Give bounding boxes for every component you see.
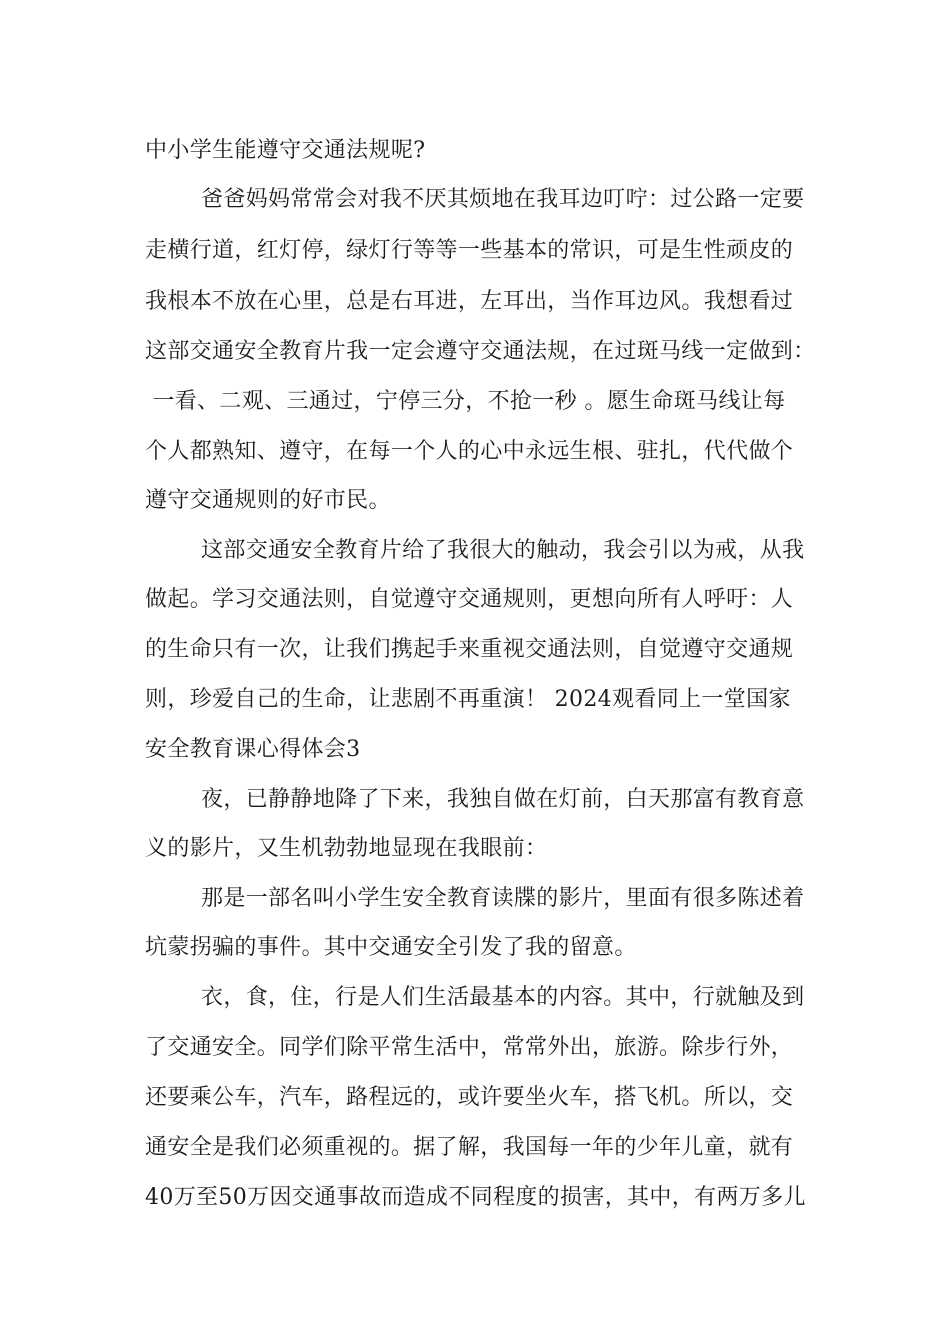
text-line: 义的影片，又生机勃勃地显现在我眼前： (145, 836, 548, 861)
text-line: 则，珍爱自己的生命，让悲剧不再重演！ 2024观看同上一堂国家 (145, 687, 791, 712)
text-line: 走横行道，红灯停，绿灯行等等一些基本的常识，可是生性顽皮的 (145, 238, 794, 263)
text-line: 个人都熟知、遵守，在每一个人的心中永远生根、驻扎，代代做个 (145, 439, 794, 464)
text-line: 这部交通安全教育片给了我很大的触动，我会引以为戒，从我 (201, 538, 805, 563)
text-line: 了交通安全。同学们除平常生活中，常常外出，旅游。除步行外， (145, 1035, 794, 1060)
text-line: 我根本不放在心里，总是右耳进，左耳出，当作耳边风。我想看过 (145, 289, 794, 314)
text-line: 坑蒙拐骗的事件。其中交通安全引发了我的留意。 (145, 935, 637, 960)
text-line: 夜，已静静地降了下来，我独自做在灯前，白天那富有教育意 (201, 787, 805, 812)
text-line: 一看、二观、三通过，宁停三分，不抢一秒 。愿生命斑马线让每 (145, 389, 786, 414)
text-line: 40万至50万因交通事故而造成不同程度的损害，其中，有两万多儿 (145, 1185, 806, 1210)
text-line: 那是一部名叫小学生安全教育读牒的影片，里面有很多陈述着 (201, 886, 805, 911)
text-line: 衣，食，住，行是人们生活最基本的内容。其中，行就触及到 (201, 985, 805, 1010)
text-line: 遵守交通规则的好市民。 (145, 488, 391, 513)
text-line: 爸爸妈妈常常会对我不厌其烦地在我耳边叮咛：过公路一定要 (201, 187, 805, 212)
text-line: 做起。学习交通法则，自觉遵守交通规则，更想向所有人呼吁：人 (145, 587, 794, 612)
text-line: 还要乘公车，汽车，路程远的，或许要坐火车，搭飞机。所以，交 (145, 1085, 794, 1110)
text-line: 的生命只有一次，让我们携起手来重视交通法则，自觉遵守交通规 (145, 637, 794, 662)
text-line: 中小学生能遵守交通法规呢? (145, 138, 426, 163)
text-line: 这部交通安全教育片我一定会遵守交通法规，在过斑马线一定做到： (145, 339, 816, 364)
text-line: 通安全是我们必须重视的。据了解，我国每一年的少年儿童，就有 (145, 1135, 794, 1160)
text-line: 安全教育课心得体会3 (145, 737, 361, 762)
